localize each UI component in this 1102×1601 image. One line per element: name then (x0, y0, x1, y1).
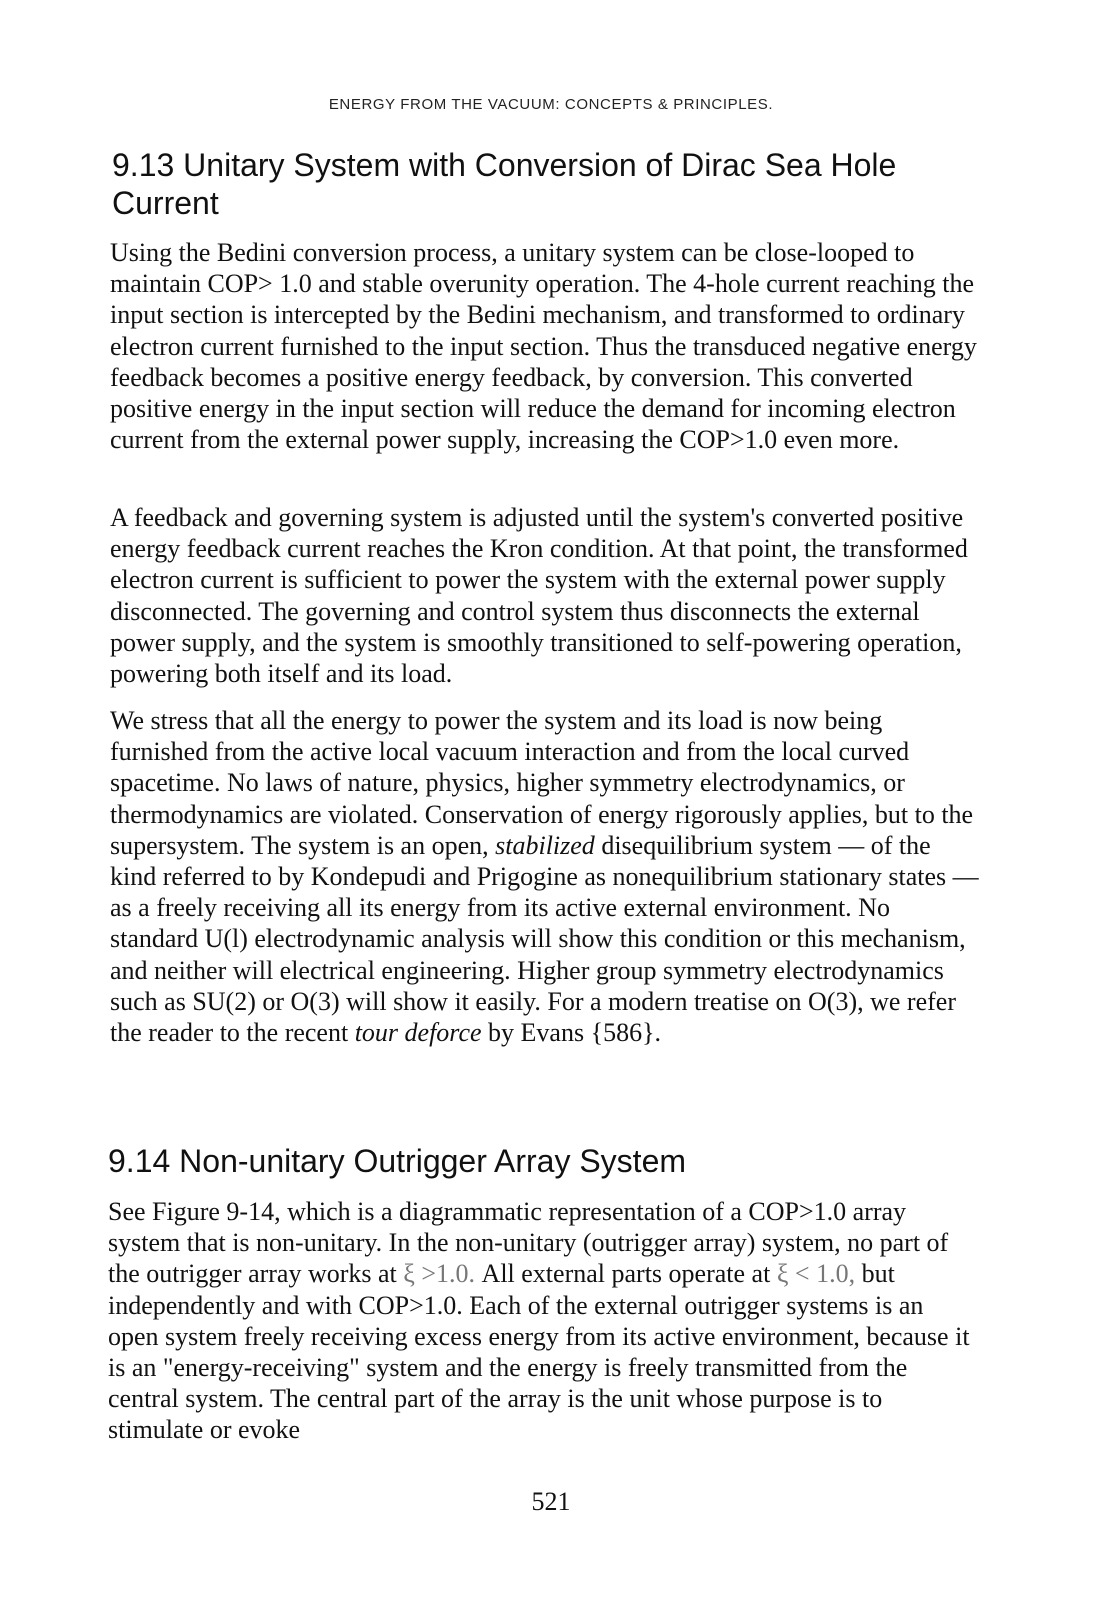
xi-less-expression: ξ < 1.0, (776, 1259, 856, 1289)
section-914-title: 9.14 Non-unitary Outrigger Array System (108, 1143, 687, 1179)
emphasis-stabilized: stabilized (495, 830, 595, 860)
paragraph-text: by Evans {586}. (481, 1018, 662, 1048)
paragraph-text: disequilibrium system — of the kind referred to by Kondepudi and Prigogine as nonequilibrium stationary states — as a freely receiving all its energy from its active external environment. No standard U(l) electrodynamic analysis will show this condition or this mechanism, and neither will electrical engineering. Higher group symmetry electrodynamics such as SU(2) or O(3) will show it easily. For a modern treatise on O(3), we refer the reader to the recent (110, 830, 979, 1048)
paragraph-text: but independently and with COP>1.0. Each of the external outrigger systems is an open system freely receiving excess energy from its active environment, because it is an "energy-receiving" system and the energy is freely transmitted from the central system. The central part of the array is the unit whose purpose is to stimulate or evoke (108, 1259, 970, 1445)
section-913-paragraph-2: A feedback and governing system is adjusted until the system's converted positive energy feedback current reaches the Kron condition. At that point, the transformed electron current is sufficient to power the system with the external power supply disconnected. The governing and control system thus disconnects the external power supply, and the system is smoothly transitioned to self-powering operation, powering both itself and its load. (110, 503, 968, 689)
paragraph-text: All external parts operate at (475, 1259, 777, 1289)
paragraph-text: We stress that all the energy to power the system and its load is now being furnished from the active local vacuum interaction and from the local curved spacetime. No laws of nature, physics, higher symmetry electrodynamics, or thermodynamics are violated. Conservation of energy rigorously applies, but to the supersystem. The system is an open, (110, 706, 974, 860)
section-913-title: 9.13 Unitary System with Conversion of Dirac Sea Hole Current (112, 147, 897, 221)
emphasis-tour-deforce: tour deforce (354, 1018, 482, 1048)
section-914-paragraph-1 (108, 1196, 978, 1446)
paragraph-text: See Figure 9-14, which is a diagrammatic representation of a COP>1.0 array system that is non-unitary. In the non-unitary (outrigger array) system, no part of the outrigger array works at (108, 1197, 949, 1289)
running-head: ENERGY FROM THE VACUUM: CONCEPTS & PRINCIPLES. (328, 96, 774, 113)
section-913-paragraph-1: Using the Bedini conversion process, a unitary system can be close-looped to maintain COP> 1.0 and stable overunity operation. The 4-hole current reaching the input section is intercepted by the Bedini mechanism, and transformed to ordinary electron current furnished to the input section. Thus the transduced negative energy feedback becomes a positive energy feedback, by conversion. This converted positive energy in the input section will reduce the demand for incoming electron current from the external power supply, increasing the COP>1.0 even more. (110, 238, 977, 455)
section-913-paragraph-3 (110, 705, 980, 1048)
page-number: 521 (531, 1487, 571, 1516)
xi-greater-expression: ξ >1.0. (403, 1259, 476, 1289)
